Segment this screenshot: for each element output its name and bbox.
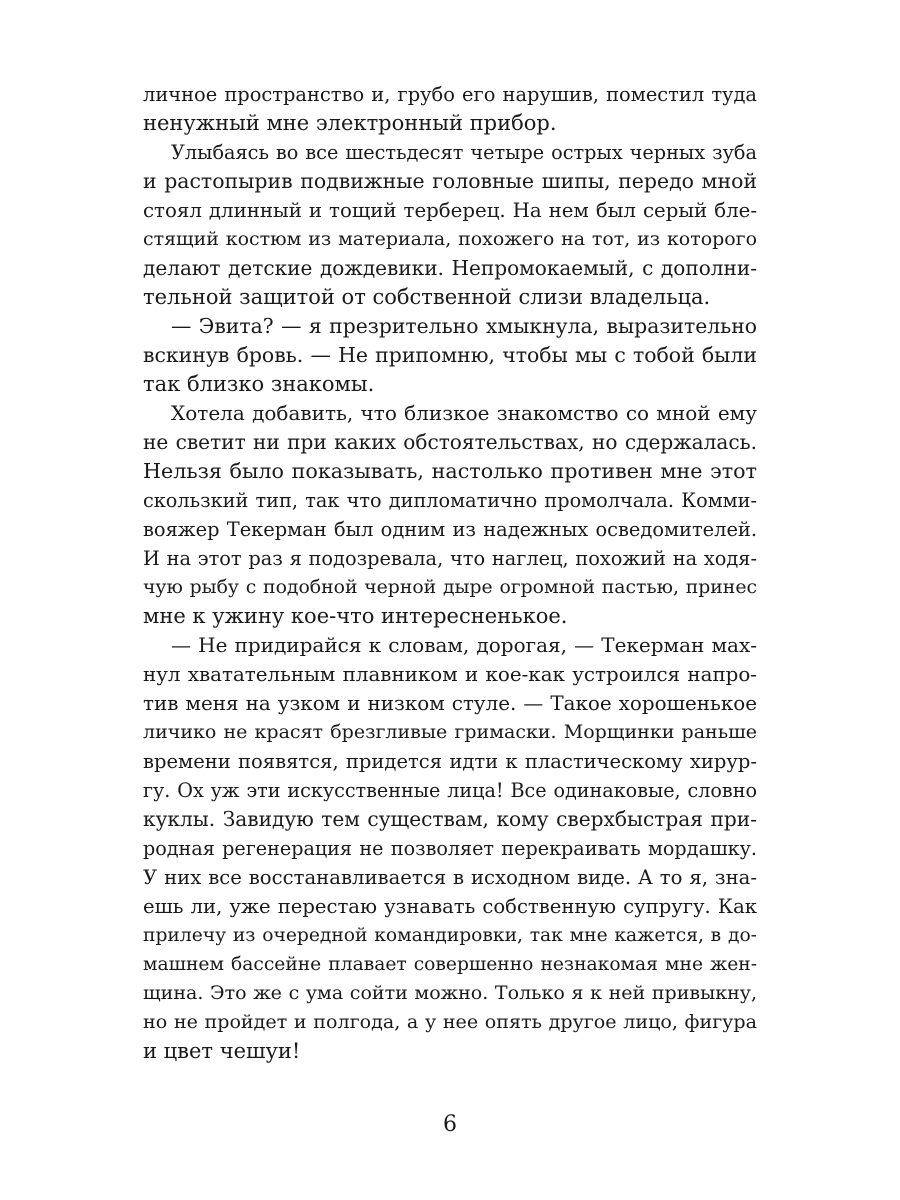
body-text (143, 80, 757, 1066)
text-line: стоял длинный и тощий терберец. На нем был серый бле- (143, 199, 757, 222)
text-line: личико не красят брезгливые гримаски. Морщинки раньше (143, 721, 757, 743)
text-line: чую рыбу с подобной черной дыре огромной пастью, принес (143, 577, 757, 598)
text-line: ешь ли, уже перестаю узнавать собственную супругу. Как (143, 895, 757, 918)
page-number: 6 (443, 1112, 457, 1137)
text-line: тельной защитой от собственной слизи владельца. (143, 285, 711, 309)
text-line: щина. Это же с ума сойти можно. Только я к ней привыкну, (143, 982, 757, 1004)
text-line: вскинув бровь. — Не припомню, чтобы мы с тобой были (143, 343, 757, 367)
text-line: гу. Ох уж эти искусственные лица! Все одинаковые, словно (143, 779, 757, 802)
text-line: родная регенерация не позволяет перекраивать мордашку. (143, 837, 757, 860)
text-line: Нельзя было показывать, настолько противен мне этот (143, 459, 757, 483)
text-line: прилечу из очередной командировки, так мне кажется, в до- (143, 925, 757, 946)
text-line: И на этот раз я подозревала, что наглец, похожий на ходя- (143, 547, 757, 570)
text-line: делают детские дождевики. Непромокаемый, с дополни- (143, 256, 757, 280)
text-line: нул хватательным плавником и кое-как устроился напро- (143, 663, 757, 686)
text-line: ненужный мне электронный прибор. (143, 111, 557, 135)
text-line: куклы. Завидую тем существам, кому сверхбыстрая при- (143, 807, 757, 831)
text-line: вояжер Текерман был одним из надежных осведомителей. (143, 518, 757, 541)
text-line: но не пройдет и полгода, а у нее опять другое лицо, фигура (143, 1011, 757, 1033)
text-line: — Не придирайся к словам, дорогая, — Текерман мах- (171, 633, 757, 657)
text-line: личное пространство и, грубо его нарушив, поместил туда (143, 83, 757, 106)
text-line: — Эвита? — я презрительно хмыкнула, выразительно (171, 314, 757, 338)
text-line: тив меня на узком и низком стуле. — Такое хорошенькое (143, 692, 757, 715)
text-line: и цвет чешуи! (143, 1039, 301, 1063)
text-line: стящий костюм из материала, похожего на тот, из которого (143, 228, 757, 250)
text-line: Хотела добавить, что близкое знакомство со мной ему (171, 401, 757, 425)
text-line: и растопырив подвижные головные шипы, передо мной (143, 169, 757, 193)
text-line: так близко знакомы. (143, 372, 375, 396)
text-line: машнем бассейне плавает совершенно незнакомая мне жен- (143, 954, 757, 975)
text-line: У них все восстанавливается в исходном виде. А то я, зна- (143, 866, 757, 889)
text-line: Улыбаясь во все шестьдесят четыре острых черных зуба (171, 141, 757, 164)
text-line: не светит ни при каких обстоятельствах, но сдержалась. (143, 430, 757, 454)
text-line: мне к ужину кое-что интересненькое. (143, 604, 568, 628)
text-line: времени появятся, придется идти к пластическому хирур- (143, 750, 757, 773)
text-line: скользкий тип, так что дипломатично промолчала. Комми- (143, 489, 757, 512)
